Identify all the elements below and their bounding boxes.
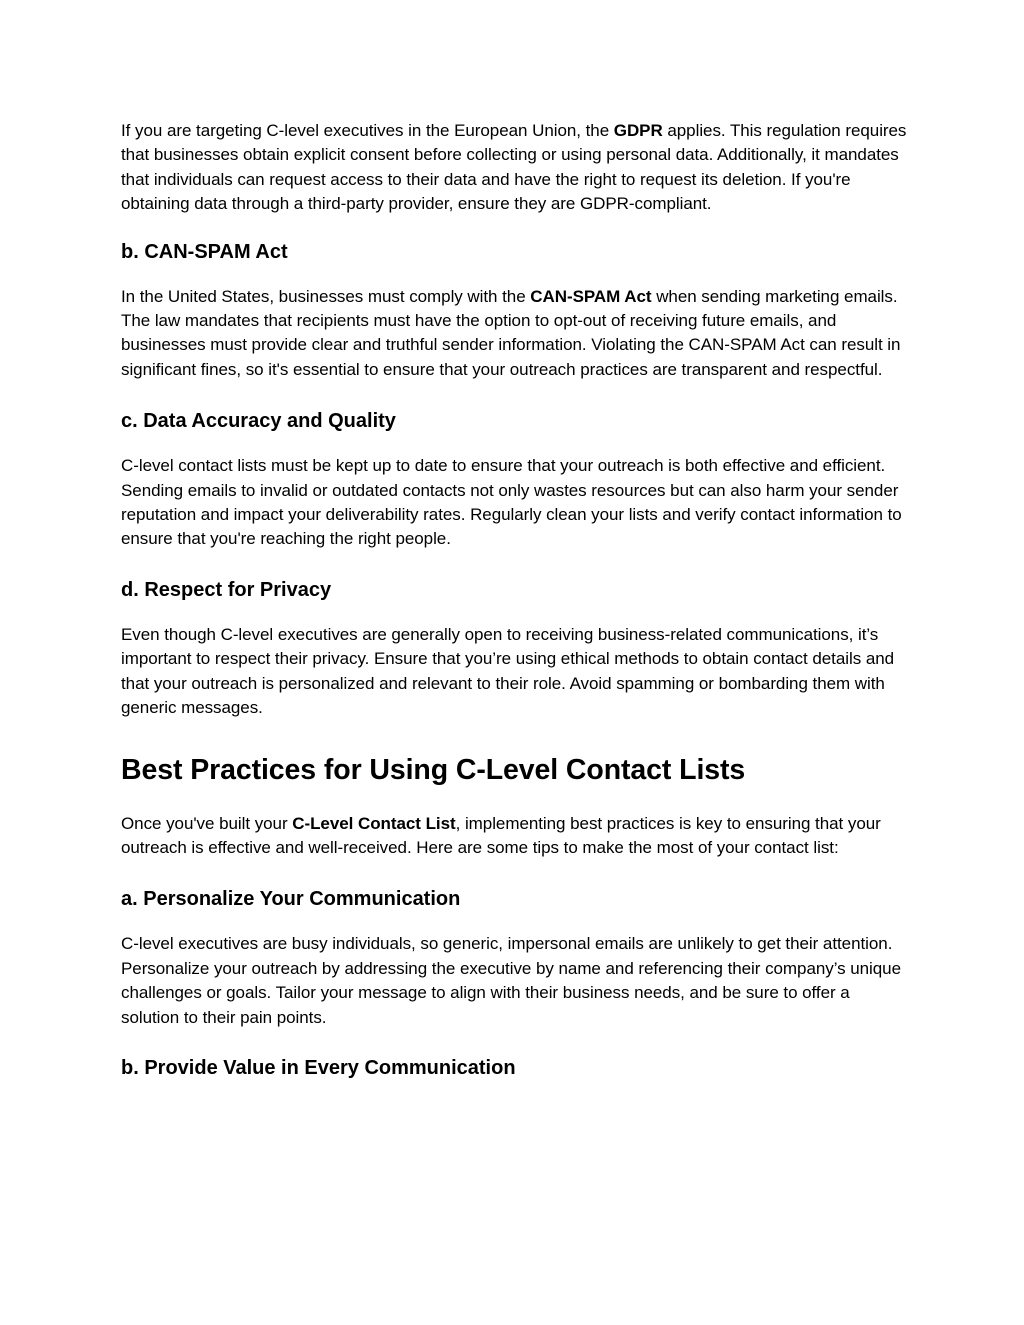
- canspam-bold-term: CAN-SPAM Act: [530, 286, 652, 306]
- privacy-heading: d. Respect for Privacy: [121, 578, 332, 601]
- gdpr-paragraph: [121, 119, 911, 217]
- personalize-heading: a. Personalize Your Communication: [121, 888, 461, 911]
- provide-value-heading: b. Provide Value in Every Communication: [121, 1056, 516, 1079]
- best-practices-paragraph: [121, 812, 911, 861]
- gdpr-text-end: applies. This regulation requires that businesses obtain explicit consent before collecting or using personal data. Additionally, it mandates that individuals can request access to their data and have the right to request its deletion. If you're obtaining data through a third-party provider, ensure they are GDPR-compliant.: [121, 121, 907, 214]
- canspam-heading: b. CAN-SPAM Act: [121, 240, 288, 263]
- personalize-paragraph: C-level executives are busy individuals, so generic, impersonal emails are unlikely to get their attention. Personalize your outreach by addressing the executive by name and referencing their company’s unique challenges or goals. Tailor your message to align with their business needs, and be sure to offer a solution to their pain points.: [121, 934, 901, 1027]
- best-practices-text-start: Once you've built your: [121, 813, 293, 833]
- data-accuracy-heading: c. Data Accuracy and Quality: [121, 410, 396, 433]
- document-page: [121, 119, 911, 1081]
- gdpr-text-start: If you are targeting C-level executives in the European Union, the: [121, 121, 614, 140]
- best-practices-heading: Best Practices for Using C-Level Contact Lists: [121, 753, 746, 786]
- canspam-text-start: In the United States, businesses must comply with the: [121, 286, 531, 306]
- canspam-paragraph: [121, 285, 911, 383]
- privacy-paragraph: Even though C-level executives are generally open to receiving business-related communications, it’s important to respect their privacy. Ensure that you’re using ethical methods to obtain contact details and that your outreach is personalized and relevant to their role. Avoid spamming or bombarding them with generic messages.: [121, 624, 895, 718]
- data-accuracy-paragraph: C-level contact lists must be kept up to date to ensure that your outreach is both effective and efficient. Sending emails to invalid or outdated contacts not only wastes resources but can also harm your sender reputation and impact your deliverability rates. Regularly clean your lists and verify contact information to ensure that you're reaching the right people.: [121, 456, 902, 549]
- best-practices-bold-term: C-Level Contact List: [292, 813, 456, 833]
- best-practices-text-end: , implementing best practices is key to ensuring that your outreach is effective and well-received. Here are some tips to make the most of your contact list:: [121, 813, 881, 857]
- gdpr-bold-term: GDPR: [613, 121, 663, 140]
- canspam-text-end: when sending marketing emails. The law mandates that recipients must have the option to opt-out of receiving future emails, and businesses must provide clear and truthful sender information. Violating the CAN-SPAM Act can result in significant fines, so it's essential to ensure that your outreach practices are transparent and respectful.: [121, 286, 901, 379]
